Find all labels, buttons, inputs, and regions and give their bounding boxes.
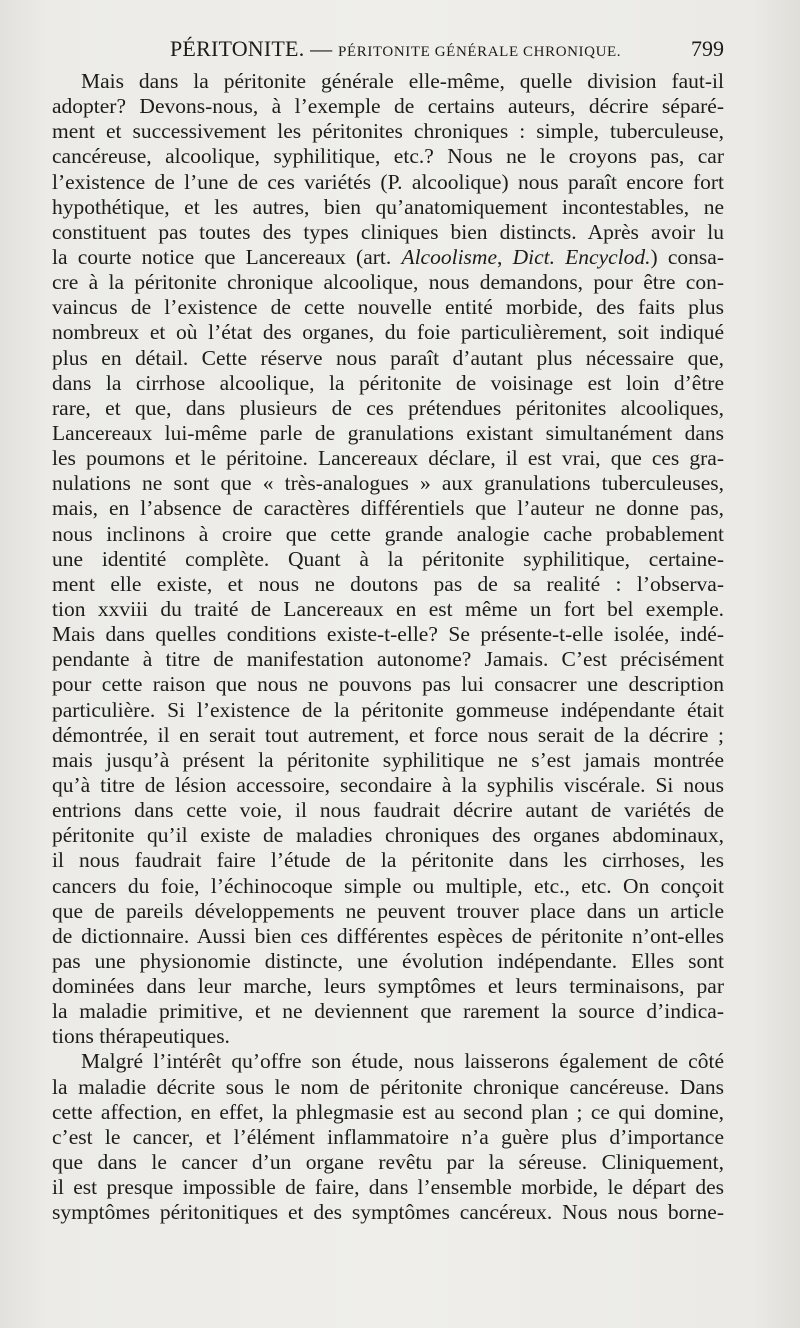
text-line: pas une physionomie distincte, une évolution indépendante. Elles sont: [52, 948, 724, 973]
citation-source: Dict. Encyclod.: [512, 244, 651, 269]
text-line: il est presque impossible de faire, dans l’ensemble morbide, le départ des: [52, 1175, 724, 1200]
text-line: adopter? Devons-nous, à l’exemple de certains auteurs, décrire séparé-: [52, 94, 724, 119]
text-segment: ) consa-: [650, 244, 724, 269]
running-head: [170, 36, 621, 62]
page-number: 799: [691, 36, 724, 61]
text-line: hypothétique, et les autres, bien qu’anatomiquement incontestables, ne: [52, 194, 724, 219]
text-line: nombreux et où l’état des organes, du foie particulièrement, soit indiqué: [52, 320, 724, 345]
text-line: que dans le cancer d’un organe revêtu par la séreuse. Cliniquement,: [52, 1150, 724, 1175]
text-line: péritonite qu’il existe de maladies chroniques des organes abdominaux,: [52, 823, 724, 848]
text-segment: la courte notice que Lancereaux (art.: [52, 244, 402, 269]
text-line: Mais dans quelles conditions existe-t-elle? Se présente-t-elle isolée, indé-: [52, 622, 724, 647]
text-line: Lancereaux lui-même parle de granulations existant simultanément dans: [52, 420, 724, 445]
text-line: de dictionnaire. Aussi bien ces différentes espèces de péritonite n’ont-elles: [52, 923, 724, 948]
text-line: dominées dans leur marche, leurs symptômes et leurs terminaisons, par: [52, 974, 724, 999]
text-segment: ,: [497, 244, 513, 269]
text-line: dans la cirrhose alcoolique, la péritonite de voisinage est loin d’être: [52, 370, 724, 395]
text-line: cette affection, en effet, la phlegmasie est au second plan ; ce qui domine,: [52, 1099, 724, 1124]
running-head-dash: —: [304, 36, 339, 61]
text-line: pendante à titre de manifestation autonome? Jamais. C’est précisément: [52, 647, 724, 672]
text-line: la maladie primitive, et ne deviennent que rarement la source d’indica-: [52, 999, 724, 1024]
citation-article-title: Alcoolisme: [401, 244, 497, 269]
text-line: Mais dans la péritonite générale elle-même, quelle division faut-il: [81, 69, 724, 93]
paragraph-2: [52, 1049, 724, 1225]
text-line: symptômes péritonitiques et des symptômes cancéreux. Nous nous borne-: [52, 1200, 724, 1225]
text-line: cancers du foie, l’échinocoque simple ou multiple, etc., etc. On conçoit: [52, 873, 724, 898]
text-line: que de pareils développements ne peuvent trouver place dans un article: [52, 898, 724, 923]
text-line: nous inclinons à croire que cette grande analogie cache probablement: [52, 521, 724, 546]
text-line: particulière. Si l’existence de la péritonite gommeuse indépendante était: [52, 697, 724, 722]
text-line: il nous faudrait faire l’étude de la péritonite dans les cirrhoses, les: [52, 848, 724, 873]
text-line: nulations ne sont que « très-analogues » aux granulations tuberculeuses,: [52, 471, 724, 496]
text-line: rare, et que, dans plusieurs de ces prétendues péritonites alcooliques,: [52, 395, 724, 420]
text-line: ment elle existe, et nous ne doutons pas de sa realité : l’observa-: [52, 571, 724, 596]
text-line: cancéreuse, alcoolique, syphilitique, etc.? Nous ne le croyons pas, car: [52, 144, 724, 169]
text-line-with-citation: [52, 245, 724, 270]
text-line: entrions dans cette voie, il nous faudrait décrire autant de variétés de: [52, 798, 724, 823]
text-line: cre à la péritonite chronique alcoolique, nous demandons, pour être con-: [52, 270, 724, 295]
running-head-subtitle: PÉRITONITE GÉNÉRALE CHRONIQUE.: [338, 44, 622, 60]
page-header: [52, 36, 724, 66]
text-line: tion xxviii du traité de Lancereaux en est même un fort bel exemple.: [52, 596, 724, 621]
text-line: une identité complète. Quant à la péritonite syphilitique, certaine-: [52, 546, 724, 571]
text-line: l’existence de l’une de ces variétés (P. alcoolique) nous paraît encore fort: [52, 169, 724, 194]
text-line: la maladie décrite sous le nom de péritonite chronique cancéreuse. Dans: [52, 1074, 724, 1099]
text-line: pour cette raison que nous ne pouvons pas lui consacrer une description: [52, 672, 724, 697]
text-line: mais jusqu’à présent la péritonite syphilitique ne s’est jamais montrée: [52, 747, 724, 772]
text-line: Malgré l’intérêt qu’offre son étude, nous laisserons également de côté: [81, 1049, 724, 1074]
text-line: les poumons et le péritoine. Lancereaux déclare, il est vrai, que ces gra-: [52, 446, 724, 471]
text-line: c’est le cancer, et l’élément inflammatoire n’a guère plus d’importance: [52, 1124, 724, 1149]
running-head-title: PÉRITONITE.: [170, 36, 305, 61]
text-line: tions thérapeutiques.: [52, 1024, 230, 1049]
text-line: constituent pas toutes des types cliniques bien distincts. Après avoir lu: [52, 219, 724, 244]
paragraph-1: [52, 69, 724, 1049]
text-line: mais, en l’absence de caractères différentiels que l’auteur ne donne pas,: [52, 496, 724, 521]
text-line: plus en détail. Cette réserve nous paraît d’autant plus nécessaire que,: [52, 345, 724, 370]
body-text: [52, 69, 724, 1225]
text-line: vaincus de l’existence de cette nouvelle entité morbide, des faits plus: [52, 295, 724, 320]
text-line: démontrée, il en serait tout autrement, et force nous serait de la décrire ;: [52, 722, 724, 747]
text-line: qu’à titre de lésion accessoire, secondaire à la syphilis viscérale. Si nous: [52, 772, 724, 797]
text-line: ment et successivement les péritonites chroniques : simple, tuberculeuse,: [52, 119, 724, 144]
